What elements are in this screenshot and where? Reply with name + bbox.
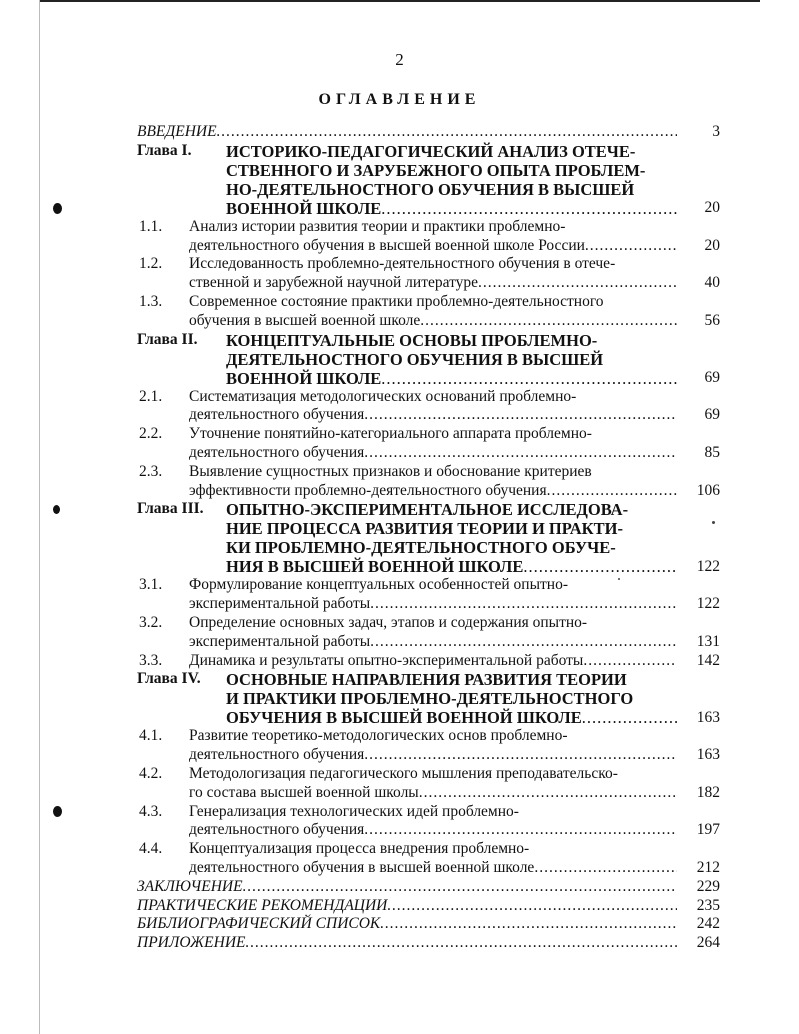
section-title-line: эффективности проблемно-деятельностного обучения	[189, 481, 547, 499]
toc-chapter-3[interactable]	[0, 500, 799, 576]
section-title-line: Генерализация технологических идей проблемно-	[189, 802, 519, 820]
chapter-title-line: НИЕ ПРОЦЕССА РАЗВИТИЯ ТЕОРИИ И ПРАКТИ-	[226, 519, 623, 539]
chapter-title-line: НИЯ В ВЫСШЕЙ ВОЕННОЙ ШКОЛЕ	[226, 557, 524, 577]
section-title-line: Выявление сущностных признаков и обоснование критериев	[189, 462, 592, 480]
leader-dots	[364, 746, 677, 765]
toc-page-number: 3	[712, 123, 720, 140]
toc-page-number: 229	[696, 877, 720, 895]
section-title-line: экспериментальной работы	[189, 595, 371, 613]
chapter-title-line: И ПРАКТИКИ ПРОБЛЕМНО-ДЕЯТЕЛЬНОСТНОГО	[226, 689, 634, 709]
scan-top-edge	[40, 0, 760, 2]
toc-page-number: 163	[696, 746, 720, 764]
section-number: 2.1.	[139, 387, 163, 405]
toc-section-4-1[interactable]	[0, 727, 799, 765]
toc-section-2-3[interactable]	[0, 463, 799, 501]
section-title-line: Исследованность проблемно-деятельностного обучения в отече-	[189, 255, 616, 273]
section-number: 3.1.	[139, 576, 163, 594]
leader-dots	[583, 652, 677, 671]
leader-dots	[534, 859, 677, 878]
leader-dots	[217, 123, 677, 142]
section-title-line: Развитие теоретико-методологических основ проблемно-	[189, 727, 568, 745]
leader-dots	[585, 237, 677, 256]
section-title-line: ственной и зарубежной научной литературе	[189, 274, 479, 292]
toc-page-number: 122	[696, 557, 720, 575]
section-title-line: Уточнение понятийно-категориального аппарата проблемно-	[189, 425, 592, 443]
section-title-line: го состава высшей военной школы	[189, 783, 419, 801]
chapter-title-line: КОНЦЕПТУАЛЬНЫЕ ОСНОВЫ ПРОБЛЕМНО-	[226, 330, 598, 350]
toc-entry-label: ПРАКТИЧЕСКИЕ РЕКОМЕНДАЦИИ	[137, 896, 388, 914]
chapter-title-line: ВОЕННОЙ ШКОЛЕ	[226, 198, 382, 218]
section-title-line: деятельностного обучения	[189, 406, 365, 424]
section-number: 2.3.	[139, 462, 163, 480]
toc-entry-label: ВВЕДЕНИЕ	[137, 123, 217, 140]
leader-dots	[547, 482, 677, 501]
section-title-line: Систематизация методологических оснований проблемно-	[189, 387, 577, 405]
section-title-line: Анализ истории развития теории и практики проблемно-	[189, 217, 566, 235]
chapter-title-line: ОПЫТНО-ЭКСПЕРИМЕНТАЛЬНОЕ ИССЛЕДОВА-	[226, 500, 629, 520]
leader-dots	[381, 369, 677, 388]
toc-section-3-1[interactable]	[0, 576, 799, 614]
chapter-title-line: СТВЕННОГО И ЗАРУБЕЖНОГО ОПЫТА ПРОБЛЕМ-	[226, 160, 646, 180]
chapter-label: Глава IV.	[137, 670, 201, 688]
section-title-line: деятельностного обучения в высшей военной школе России	[189, 236, 585, 254]
toc-entry-intro[interactable]	[0, 123, 799, 142]
toc-section-3-3[interactable]	[0, 652, 799, 671]
toc-chapter-2[interactable]	[0, 331, 799, 388]
toc-page-number: 131	[696, 632, 720, 650]
toc-section-2-2[interactable]	[0, 425, 799, 463]
section-number: 4.4.	[139, 840, 163, 858]
toc-page-number: 69	[704, 368, 720, 386]
chapter-title-line: ИСТОРИКО-ПЕДАГОГИЧЕСКИЙ АНАЛИЗ ОТЕЧЕ-	[226, 141, 636, 161]
toc-entry-conclusion[interactable]	[0, 878, 799, 897]
leader-dots	[380, 915, 677, 934]
toc-page-number: 212	[696, 858, 720, 876]
toc-entry-label: ПРИЛОЖЕНИЕ	[137, 934, 246, 952]
toc-section-4-3[interactable]	[0, 803, 799, 841]
section-title-line: Концептуализация процесса внедрения проблемно-	[189, 840, 530, 858]
toc-chapter-1[interactable]	[0, 142, 799, 218]
toc-page-number: 20	[704, 236, 720, 254]
toc-entry-label: БИБЛИОГРАФИЧЕСКИЙ СПИСОК	[137, 915, 381, 933]
toc-page-number: 242	[696, 915, 720, 933]
table-of-contents	[0, 123, 799, 953]
toc-page-number: 56	[704, 311, 720, 329]
section-title-line: экспериментальной работы	[189, 632, 371, 650]
toc-page-number: 85	[704, 443, 720, 461]
leader-dots	[387, 897, 677, 916]
chapter-title-line: КИ ПРОБЛЕМНО-ДЕЯТЕЛЬНОСТНОГО ОБУЧЕ-	[226, 538, 616, 558]
leader-dots	[478, 274, 677, 293]
toc-page-number: 40	[704, 274, 720, 292]
chapter-label: Глава I.	[137, 141, 192, 159]
section-number: 4.2.	[139, 764, 163, 782]
toc-section-4-2[interactable]	[0, 765, 799, 803]
toc-section-4-4[interactable]	[0, 840, 799, 878]
leader-dots	[370, 633, 677, 652]
toc-page-number: 264	[696, 934, 720, 952]
leader-dots	[381, 199, 677, 218]
toc-entry-appendix[interactable]	[0, 934, 799, 953]
chapter-title-line: ВОЕННОЙ ШКОЛЕ	[226, 368, 382, 388]
toc-page-number: 142	[696, 651, 720, 669]
section-number: 4.3.	[139, 802, 163, 820]
leader-dots	[419, 784, 677, 803]
section-title-line: Методологизация педагогического мышления преподавательско-	[189, 764, 618, 782]
toc-section-1-2[interactable]	[0, 255, 799, 293]
toc-chapter-4[interactable]	[0, 670, 799, 727]
toc-entry-label: ЗАКЛЮЧЕНИЕ	[137, 877, 243, 895]
page-number: 2	[395, 50, 404, 69]
section-title-line: обучения в высшей военной школе	[189, 311, 421, 329]
toc-page-number: 197	[696, 821, 720, 839]
leader-dots	[364, 406, 677, 425]
toc-entry-bibliography[interactable]	[0, 915, 799, 934]
leader-dots	[245, 934, 677, 953]
section-title-line: Современное состояние практики проблемно-деятельностного	[189, 292, 604, 310]
section-title-line: Определение основных задач, этапов и содержания опытно-	[189, 613, 588, 631]
section-title-line: Формулирование концептуальных особенностей опытно-	[189, 576, 568, 594]
leader-dots	[243, 878, 677, 897]
section-title-line: деятельностного обучения	[189, 443, 365, 461]
section-number: 3.3.	[139, 651, 163, 669]
toc-section-1-3[interactable]	[0, 293, 799, 331]
section-number: 4.1.	[139, 727, 163, 745]
chapter-title-line: НО-ДЕЯТЕЛЬНОСТНОГО ОБУЧЕНИЯ В ВЫСШЕЙ	[226, 179, 635, 199]
section-title-line: деятельностного обучения	[189, 821, 365, 839]
leader-dots	[364, 444, 677, 463]
section-number: 3.2.	[139, 613, 163, 631]
toc-page-number: 235	[696, 896, 720, 914]
toc-section-1-1[interactable]	[0, 218, 799, 256]
toc-entry-recommendations[interactable]	[0, 897, 799, 916]
chapter-label: Глава III.	[137, 500, 204, 518]
toc-page-number: 20	[704, 199, 720, 216]
section-number: 1.3.	[139, 292, 163, 310]
toc-page-number: 122	[696, 595, 720, 613]
toc-page-number: 182	[696, 783, 720, 801]
section-title-line: деятельностного обучения	[189, 746, 365, 764]
leader-dots	[582, 708, 677, 727]
leader-dots	[523, 557, 677, 576]
section-number: 1.2.	[139, 255, 163, 273]
section-title-line: деятельностного обучения в высшей военной школе	[189, 858, 535, 876]
toc-page-number: 106	[696, 481, 720, 499]
section-number: 2.2.	[139, 425, 163, 443]
toc-section-2-1[interactable]	[0, 388, 799, 426]
section-title-line: Динамика и результаты опытно-экспериментальной работы	[189, 651, 584, 669]
toc-page-number: 163	[696, 708, 720, 726]
leader-dots	[420, 312, 677, 331]
toc-section-3-2[interactable]	[0, 614, 799, 652]
leader-dots	[364, 821, 677, 840]
page-title: ОГЛАВЛЕНИЕ	[318, 91, 481, 108]
chapter-label: Глава II.	[137, 330, 198, 348]
leader-dots	[370, 595, 677, 614]
toc-page-number: 69	[704, 406, 720, 424]
chapter-title-line: ОСНОВНЫЕ НАПРАВЛЕНИЯ РАЗВИТИЯ ТЕОРИИ	[226, 670, 627, 690]
chapter-title-line: ДЕЯТЕЛЬНОСТНОГО ОБУЧЕНИЯ В ВЫСШЕЙ	[226, 349, 604, 369]
chapter-title-line: ОБУЧЕНИЯ В ВЫСШЕЙ ВОЕННОЙ ШКОЛЕ	[226, 708, 582, 728]
section-number: 1.1.	[139, 217, 163, 235]
